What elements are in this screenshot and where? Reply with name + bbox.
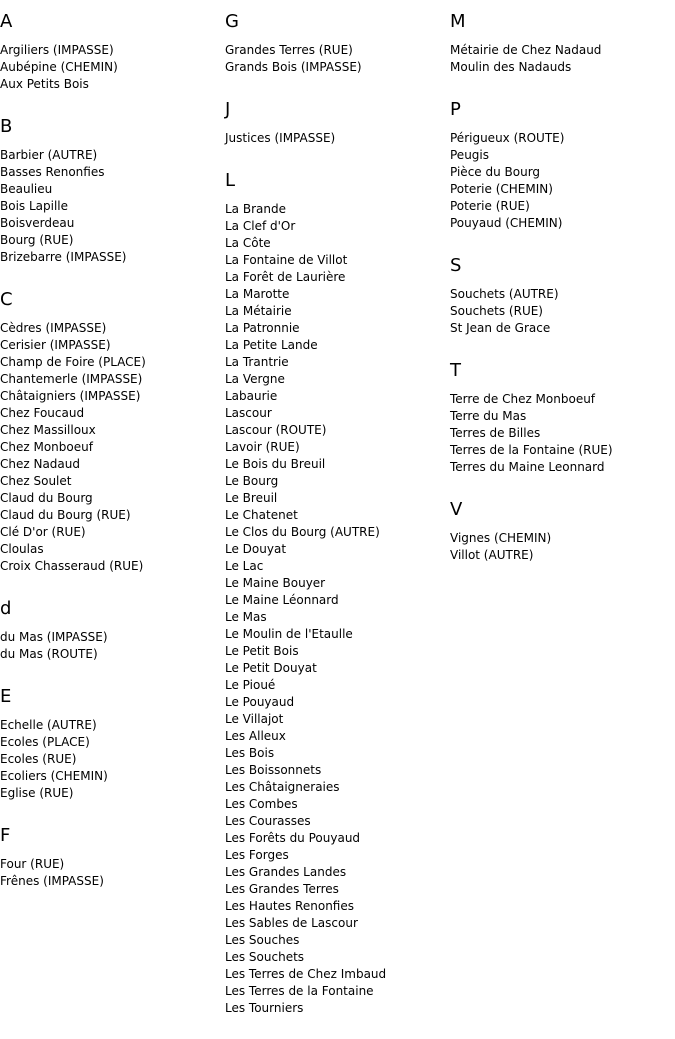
street-link[interactable]: Les Souches — [225, 933, 300, 947]
street-link[interactable]: Terres de Billes — [450, 426, 541, 440]
street-link[interactable]: Terres du Maine Leonnard — [450, 460, 605, 474]
street-link[interactable]: Claud du Bourg — [0, 491, 93, 505]
street-link[interactable]: La Petite Lande — [225, 338, 318, 352]
street-link[interactable]: La Côte — [225, 236, 271, 250]
letter-section — [225, 169, 445, 1017]
street-link[interactable]: La Clef d'Or — [225, 219, 296, 233]
street-link[interactable]: Cerisier (IMPASSE) — [0, 338, 111, 352]
street-list — [225, 130, 445, 147]
street-list — [450, 130, 675, 232]
street-link[interactable]: Beaulieu — [0, 182, 53, 196]
street-list — [0, 629, 220, 663]
section-letter-heading: P — [450, 99, 461, 120]
street-link[interactable]: Le Maine Léonnard — [225, 593, 339, 607]
street-list — [450, 530, 675, 564]
street-link[interactable]: Bois Lapille — [0, 199, 69, 213]
street-link[interactable]: Le Bois du Breuil — [225, 457, 326, 471]
street-link[interactable]: Le Villajot — [225, 712, 284, 726]
street-link[interactable]: Echelle (AUTRE) — [0, 718, 97, 732]
section-letter-heading: G — [225, 11, 239, 32]
street-list — [0, 717, 220, 802]
street-link[interactable]: Ecoliers (CHEMIN) — [0, 769, 108, 783]
street-link[interactable]: Barbier (AUTRE) — [0, 148, 98, 162]
street-link[interactable]: La Fontaine de Villot — [225, 253, 348, 267]
street-link[interactable]: Grandes Terres (RUE) — [225, 43, 353, 57]
street-link[interactable]: Justices (IMPASSE) — [225, 131, 336, 145]
street-link[interactable]: Grands Bois (IMPASSE) — [225, 60, 362, 74]
street-link[interactable]: Champ de Foire (PLACE) — [0, 355, 146, 369]
street-link[interactable]: Métairie de Chez Nadaud — [450, 43, 602, 57]
street-link[interactable]: Chantemerle (IMPASSE) — [0, 372, 143, 386]
street-link[interactable]: Aux Petits Bois — [0, 77, 89, 91]
street-list — [450, 391, 675, 476]
letter-section — [0, 685, 220, 802]
street-link[interactable]: La Brande — [225, 202, 286, 216]
street-link[interactable]: Les Boissonnets — [225, 763, 322, 777]
street-link[interactable]: Peugis — [450, 148, 489, 162]
street-link[interactable]: Le Lac — [225, 559, 264, 573]
letter-section — [0, 115, 220, 266]
street-link[interactable]: Brizebarre (IMPASSE) — [0, 250, 127, 264]
street-link[interactable]: Les Courasses — [225, 814, 311, 828]
street-link[interactable]: du Mas (ROUTE) — [0, 647, 98, 661]
street-link[interactable]: Les Grandes Landes — [225, 865, 347, 879]
section-letter-heading: d — [0, 598, 12, 619]
street-link[interactable]: Les Sables de Lascour — [225, 916, 358, 930]
letter-section — [450, 498, 675, 564]
letter-section — [450, 254, 675, 337]
letter-section — [225, 10, 445, 76]
street-link[interactable]: Eglise (RUE) — [0, 786, 74, 800]
street-link[interactable]: Aubépine (CHEMIN) — [0, 60, 118, 74]
street-link[interactable]: Le Mas — [225, 610, 267, 624]
street-link[interactable]: Les Châtaigneraies — [225, 780, 340, 794]
street-list — [0, 320, 220, 575]
street-link[interactable]: Les Forges — [225, 848, 289, 862]
section-letter-heading: M — [450, 11, 466, 32]
street-link[interactable]: Chez Massilloux — [0, 423, 96, 437]
street-link[interactable]: Les Hautes Renonfies — [225, 899, 354, 913]
street-link[interactable]: Basses Renonfies — [0, 165, 105, 179]
street-link[interactable]: Terres de la Fontaine (RUE) — [450, 443, 613, 457]
section-letter-heading: L — [225, 170, 236, 191]
street-link[interactable]: Les Terres de Chez Imbaud — [225, 967, 387, 981]
street-link[interactable]: Lascour — [225, 406, 272, 420]
street-link[interactable]: Chez Monboeuf — [0, 440, 93, 454]
street-link[interactable]: Bourg (RUE) — [0, 233, 74, 247]
street-link[interactable]: Le Douyat — [225, 542, 287, 556]
street-link[interactable]: Boisverdeau — [0, 216, 75, 230]
street-link[interactable]: Pièce du Bourg — [450, 165, 541, 179]
street-list — [0, 147, 220, 266]
letter-section — [450, 98, 675, 232]
street-link[interactable]: Cèdres (IMPASSE) — [0, 321, 107, 335]
letter-section — [0, 824, 220, 890]
section-letter-heading: A — [0, 11, 13, 32]
street-index-column-3 — [450, 10, 675, 586]
street-link[interactable]: Les Forêts du Pouyaud — [225, 831, 361, 845]
street-link[interactable]: La Trantrie — [225, 355, 289, 369]
letter-section — [225, 98, 445, 147]
street-link[interactable]: La Forêt de Laurière — [225, 270, 346, 284]
street-index-column-2 — [225, 10, 445, 1039]
street-link[interactable]: Les Combes — [225, 797, 298, 811]
street-link[interactable]: Les Souchets — [225, 950, 305, 964]
street-list — [0, 42, 220, 93]
street-link[interactable]: Four (RUE) — [0, 857, 65, 871]
street-link[interactable]: La Vergne — [225, 372, 285, 386]
section-letter-heading: F — [0, 825, 11, 846]
street-link[interactable]: Lavoir (RUE) — [225, 440, 300, 454]
street-link[interactable]: Périgueux (ROUTE) — [450, 131, 565, 145]
street-list — [225, 201, 445, 1017]
street-index-column-1 — [0, 10, 220, 912]
street-link[interactable]: Vignes (CHEMIN) — [450, 531, 552, 545]
street-list — [450, 42, 675, 76]
letter-section — [0, 288, 220, 575]
section-letter-heading: V — [450, 499, 463, 520]
street-link[interactable]: Le Petit Douyat — [225, 661, 317, 675]
street-link[interactable]: Poterie (CHEMIN) — [450, 182, 553, 196]
street-link[interactable]: Croix Chasseraud (RUE) — [0, 559, 144, 573]
street-link[interactable]: St Jean de Grace — [450, 321, 551, 335]
street-link[interactable]: Le Breuil — [225, 491, 278, 505]
street-link[interactable]: Le Bourg — [225, 474, 279, 488]
street-link[interactable]: Chez Soulet — [0, 474, 72, 488]
street-link[interactable]: du Mas (IMPASSE) — [0, 630, 108, 644]
section-letter-heading: B — [0, 116, 13, 137]
street-link[interactable]: Le Clos du Bourg (AUTRE) — [225, 525, 380, 539]
street-link[interactable]: Terre de Chez Monboeuf — [450, 392, 596, 406]
street-link[interactable]: Le Maine Bouyer — [225, 576, 326, 590]
street-link[interactable]: Souchets (AUTRE) — [450, 287, 559, 301]
section-letter-heading: J — [225, 99, 231, 120]
street-link[interactable]: Le Pioué — [225, 678, 276, 692]
street-link[interactable]: Moulin des Nadauds — [450, 60, 572, 74]
street-link[interactable]: Les Tourniers — [225, 1001, 304, 1015]
street-link[interactable]: Frênes (IMPASSE) — [0, 874, 104, 888]
street-link[interactable]: La Patronnie — [225, 321, 300, 335]
letter-section — [450, 10, 675, 76]
street-link[interactable]: Châtaigniers (IMPASSE) — [0, 389, 141, 403]
street-link[interactable]: Lascour (ROUTE) — [225, 423, 327, 437]
street-list — [450, 286, 675, 337]
street-link[interactable]: Les Grandes Terres — [225, 882, 339, 896]
letter-section — [0, 10, 220, 93]
street-link[interactable]: Terre du Mas — [450, 409, 527, 423]
street-link[interactable]: Labaurie — [225, 389, 278, 403]
street-list — [0, 856, 220, 890]
street-link[interactable]: Les Terres de la Fontaine — [225, 984, 374, 998]
street-link[interactable]: La Métairie — [225, 304, 292, 318]
street-link[interactable]: Le Pouyaud — [225, 695, 295, 709]
street-link[interactable]: Le Chatenet — [225, 508, 298, 522]
section-letter-heading: S — [450, 255, 462, 276]
street-link[interactable]: Le Petit Bois — [225, 644, 299, 658]
street-link[interactable]: Clé D'or (RUE) — [0, 525, 86, 539]
section-letter-heading: C — [0, 289, 13, 310]
street-link[interactable]: Les Alleux — [225, 729, 286, 743]
street-link[interactable]: Chez Foucaud — [0, 406, 85, 420]
street-link[interactable]: Les Bois — [225, 746, 275, 760]
street-link[interactable]: Cloulas — [0, 542, 44, 556]
street-link[interactable]: Le Moulin de l'Etaulle — [225, 627, 353, 641]
letter-section — [450, 359, 675, 476]
street-link[interactable]: Souchets (RUE) — [450, 304, 543, 318]
section-letter-heading: E — [0, 686, 12, 707]
street-link[interactable]: Ecoles (PLACE) — [0, 735, 90, 749]
street-link[interactable]: Pouyaud (CHEMIN) — [450, 216, 563, 230]
section-letter-heading: T — [450, 360, 461, 381]
street-link[interactable]: Poterie (RUE) — [450, 199, 530, 213]
street-link[interactable]: Argiliers (IMPASSE) — [0, 43, 114, 57]
street-link[interactable]: Claud du Bourg (RUE) — [0, 508, 131, 522]
street-list — [225, 42, 445, 76]
street-link[interactable]: Villot (AUTRE) — [450, 548, 534, 562]
street-link[interactable]: La Marotte — [225, 287, 290, 301]
street-link[interactable]: Chez Nadaud — [0, 457, 81, 471]
letter-section — [0, 597, 220, 663]
street-link[interactable]: Ecoles (RUE) — [0, 752, 77, 766]
